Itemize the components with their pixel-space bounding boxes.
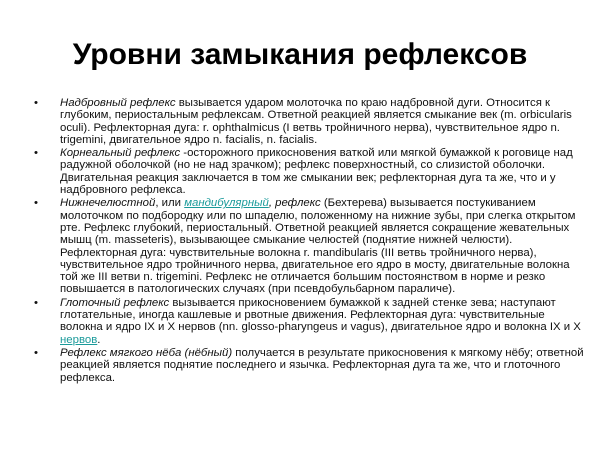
bullet: • — [34, 296, 38, 309]
list-item — [30, 147, 586, 196]
item-text: вызывается прикосновением бумажкой к задней стенке зева; наступают глотательные, иногда кашлевые и рвотные движения. Рефлекторная дуга: чувствительные волокна и ядро IX и X нервов (nn. glosso-pharyngeus и vagus), двигательное ядро и волокна IX и X — [60, 296, 581, 334]
list-item — [30, 347, 586, 384]
item-text: вызывается ударом молоточка по краю надбровной дуги. Относится к глубоким, периостальным рефлексам. Ответной реакцией является смыкание век (m. orbicularis oculi). Рефлекторная дуга: r. ophthalmicus (I ветвь тройничного нерва), чувствительное ядро n. trigemini, двигательное ядро n. facialis, n. facialis. — [60, 97, 572, 146]
mandibular-link[interactable]: мандибулярный — [184, 197, 269, 210]
item-text: получается в результате прикосновения к мягкому нёбу; ответной реакцией является поднятие последнего и язычка. Рефлекторная дуга та же, что и глоточного рефлекса. — [60, 346, 584, 384]
item-lead-2: , рефлекс — [268, 197, 321, 210]
list-item — [30, 197, 586, 295]
item-post: . — [97, 333, 101, 346]
item-text: (Бехтерева) вызывается постукиванием молоточком по подбородку или по шпаделю, положенному на нижние зубы, при слегка открытом рте. Рефлекс глубокий, периостальный. Ответной реакцией является сокращение жевательных мышц (m. masseteris), вызывающее смыкание челюстей (поднятие нижней челюсти). Рефлекторная дуга: чувствительные волокна r. mandibularis (III ветвь тройничного нерва), чувствительное ядро тройничного нерва, двигательное его ядро в мосту, двигательные волокна той же III ветви n. trigemini. Рефлекс не отличается большим постоянством в норме и резко повышается в патологических случаях (при псевдобульбарном параличе). — [60, 197, 576, 296]
bullet: • — [34, 97, 38, 109]
item-lead: Нижнечелюстной — [60, 197, 156, 210]
item-pre: , или — [155, 197, 185, 210]
reflex-list — [30, 97, 586, 385]
bullet: • — [34, 197, 38, 210]
item-lead: Глоточный рефлекс — [60, 296, 170, 309]
nerves-link[interactable]: нервов — [60, 333, 98, 346]
bullet: • — [34, 147, 38, 160]
item-lead: Надбровный рефлекс — [60, 97, 176, 109]
list-item — [30, 297, 586, 346]
slide-title: Уровни замыкания рефлексов — [72, 38, 528, 71]
item-text: -осторожного прикосновения ваткой или мягкой бумажкой к роговице над радужной оболочкой (но не над зрачком); рефлекс поверхностный, со слизистой оболочки. Двигательная реакция заключается в том же смыкании век; рефлекторная дуга та же, что и у надбровного рефлекса. — [60, 147, 573, 197]
list-item — [30, 97, 586, 146]
item-lead: Рефлекс мягкого нёба (нёбный) — [60, 346, 233, 359]
item-lead: Корнеальный рефлекс — [60, 147, 181, 160]
bullet: • — [34, 346, 38, 359]
